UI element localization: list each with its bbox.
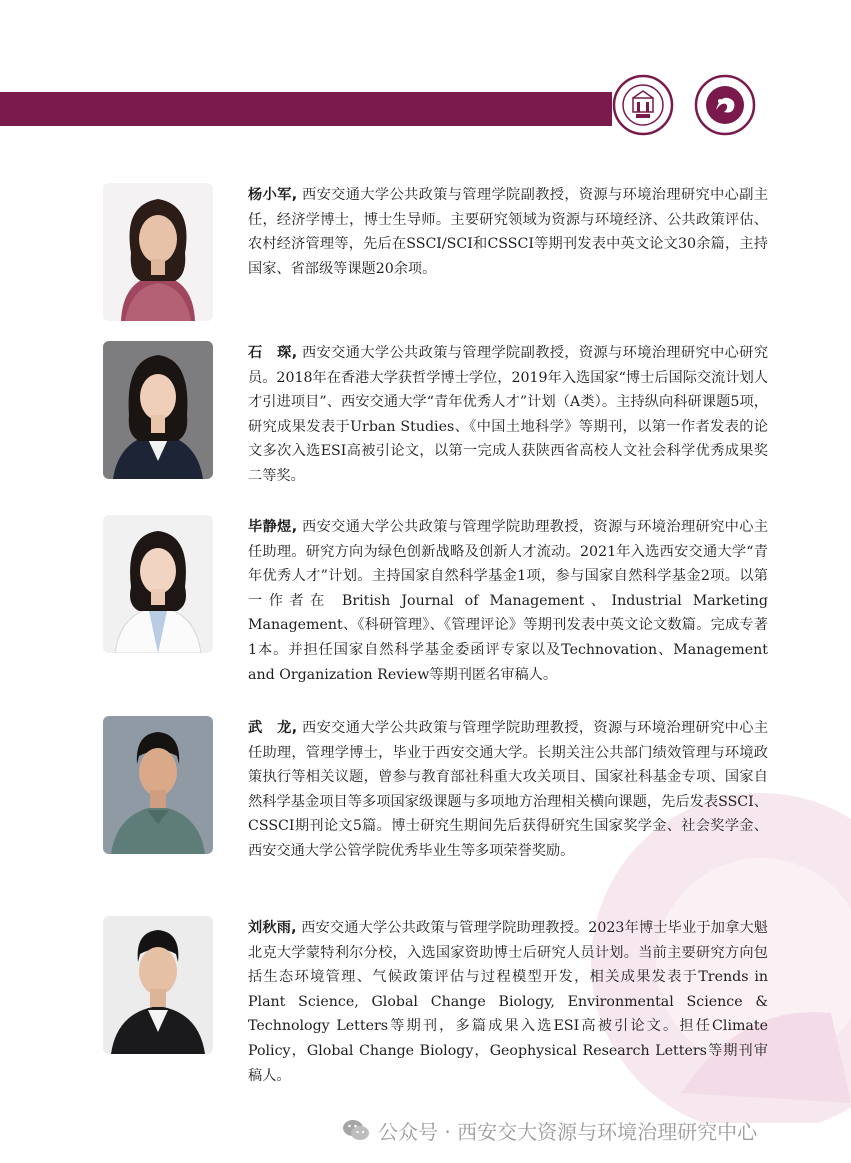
- portrait-photo: [103, 716, 213, 854]
- portrait-photo: [103, 916, 213, 1054]
- person-bio: 西安交通大学公共政策与管理学院助理教授。2023年博士毕业于加拿大魁北克大学蒙特利尔分校，入选国家资助博士后研究人员计划。当前主要研究方向包括生态环境管理、气候政策评估与过程模型开发，相关成果发表于Trends in Plant Science, Global Change Biology, Environmental Science & Technology Letters等期刊，多篇成果入选ESI高被引论文。担任Climate Policy，Global Change Biology，Geophysical Research Letters等期刊审稿人。: [248, 920, 768, 1084]
- bio-paragraph: [248, 341, 768, 489]
- person-name: 杨小军,: [248, 187, 298, 203]
- person-bio: 西安交通大学公共政策与管理学院助理教授，资源与环境治理研究中心主任助理。研究方向为绿色创新战略及创新人才流动。2021年入选西安交通大学“青年优秀人才”计划。主持国家自然科学基金1项，参与国家自然科学基金2项。以第一作者在 British Journal of Management、Industrial Marketing Management、《科研管理》、《管理评论》等期刊发表中英文论文数篇。完成专著1本。并担任国家自然科学基金委函评专家以及Technovation、Management and Organization Review等期刊匿名审稿人。: [248, 519, 769, 683]
- portrait-photo: [103, 183, 213, 321]
- footer-text: 公众号 · 西安交大资源与环境治理研究中心: [378, 1119, 758, 1144]
- xjtu-seal-icon: [612, 74, 674, 136]
- person-bio: 西安交通大学公共政策与管理学院助理教授，资源与环境治理研究中心主任助理，管理学博士，毕业于西安交通大学。长期关注公共部门绩效管理与环境政策执行等相关议题，曾参与教育部社科重大攻关项目、国家社科基金专项、国家自然科学基金项目等多项国家级课题与多项地方治理相关横向课题，先后发表SSCI、CSSCI期刊论文5篇。博士研究生期间先后获得研究生国家奖学金、社会奖学金、西安交通大学公管学院优秀毕业生等多项荣誉奖励。: [248, 720, 769, 859]
- bio-paragraph: [248, 916, 768, 1088]
- person-name: 石 琛,: [248, 345, 298, 361]
- bio-paragraph: [248, 515, 768, 687]
- portrait-photo: [103, 341, 213, 479]
- footer-watermark: [342, 1114, 757, 1146]
- person-name: 武 龙,: [248, 720, 298, 736]
- bio-paragraph: [248, 716, 768, 864]
- person-bio: 西安交通大学公共政策与管理学院副教授，资源与环境治理研究中心副主任，经济学博士，博士生导师。主要研究领域为资源与环境经济、公共政策评估、农村经济管理等，先后在SSCI/SCI和CSSCI等期刊发表中英文论文30余篇，主持国家、省部级等课题20余项。: [248, 187, 769, 277]
- person-bio: 西安交通大学公共政策与管理学院副教授，资源与环境治理研究中心研究员。2018年在香港大学获哲学博士学位，2019年入选国家“博士后国际交流计划人才引进项目”、西安交通大学“青年优秀人才”计划（A类）。主持纵向科研课题5项，研究成果发表于Urban Studies、《中国土地科学》等期刊，以第一作者发表的论文多次入选ESI高被引论文，以第一完成人获陕西省高校人文社会科学优秀成果奖二等奖。: [248, 345, 769, 484]
- portrait-photo: [103, 515, 213, 653]
- person-name: 毕静煜,: [248, 519, 298, 535]
- person-name: 刘秋雨,: [248, 920, 297, 936]
- wechat-icon: [342, 1118, 370, 1142]
- header-band: [0, 92, 612, 126]
- bio-paragraph: [248, 183, 768, 281]
- school-seal-icon: [694, 74, 756, 136]
- header-logos: [612, 74, 772, 136]
